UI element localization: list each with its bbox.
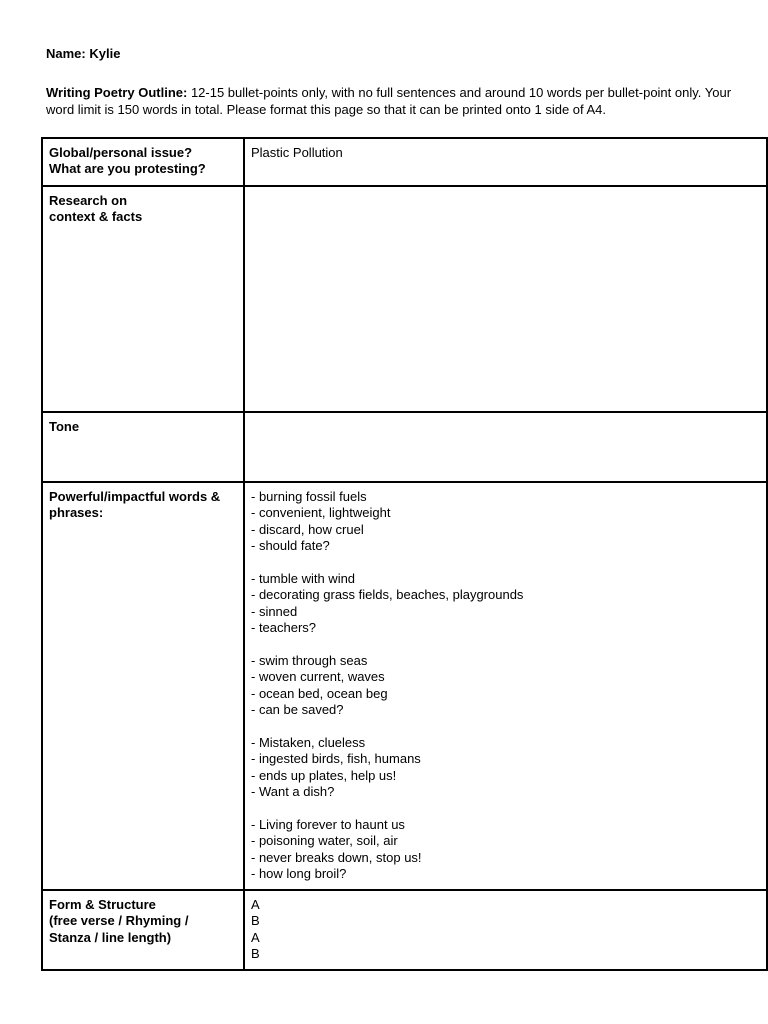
entry-line: - can be saved? <box>251 702 344 718</box>
row-content-research[interactable] <box>244 186 767 412</box>
row-content-issue[interactable] <box>244 138 767 186</box>
row-label-words <box>42 482 244 890</box>
row-label-form <box>42 890 244 970</box>
poetry-outline-table <box>41 137 768 971</box>
entry-line: - never breaks down, stop us! <box>251 849 422 865</box>
table-row-form <box>42 890 767 970</box>
table-row-tone <box>42 412 767 482</box>
entry-group <box>251 817 760 883</box>
entry-group <box>251 489 760 555</box>
instructions-text: 12-15 bullet-points only, with no full sentences and around 10 words per bullet-point only. Your word limit is 150 words in total. Please format this page so that it can be printed onto 1 side of A4. <box>46 85 732 117</box>
row-content-tone[interactable] <box>244 412 767 482</box>
row-content-words[interactable] <box>244 482 767 890</box>
entry-line: - woven current, waves <box>251 669 385 685</box>
entry-group <box>251 145 760 161</box>
row-label-research <box>42 186 244 412</box>
entry-line: - poisoning water, soil, air <box>251 833 398 849</box>
row-label-line: (free verse / Rhyming / <box>49 913 189 929</box>
entry-line: - how long broil? <box>251 866 347 882</box>
entry-line: - sinned <box>251 603 298 619</box>
entry-line: - tumble with wind <box>251 571 356 587</box>
entry-line: - swim through seas <box>251 653 368 669</box>
entry-group <box>251 897 760 963</box>
entry-line: B <box>251 913 260 929</box>
instructions <box>46 84 746 118</box>
entry-line: A <box>251 929 260 945</box>
entry-line: - ends up plates, help us! <box>251 767 397 783</box>
row-label-line: phrases: <box>49 505 104 521</box>
row-label-line: What are you protesting? <box>49 161 206 177</box>
row-label-tone <box>42 412 244 482</box>
entry-line: - convenient, lightweight <box>251 505 391 521</box>
row-label-line: Global/personal issue? <box>49 145 193 160</box>
student-name: Name: Kylie <box>46 46 121 61</box>
table-row-issue <box>42 138 767 186</box>
row-content-form[interactable] <box>244 890 767 970</box>
table-row-research <box>42 186 767 412</box>
row-label-line: context & facts <box>49 209 143 225</box>
row-label-issue <box>42 138 244 186</box>
row-label-line: Powerful/impactful words & <box>49 489 221 504</box>
entry-line: - ingested birds, fish, humans <box>251 751 421 767</box>
entry-group <box>251 571 760 637</box>
entry-line: - Want a dish? <box>251 784 335 800</box>
entry-line: - burning fossil fuels <box>251 489 367 504</box>
entry-line: - should fate? <box>251 538 330 554</box>
entry-line: - ocean bed, ocean beg <box>251 685 388 701</box>
row-label-line: Form & Structure <box>49 896 156 912</box>
entry-line: - Living forever to haunt us <box>251 817 405 833</box>
instructions-title: Writing Poetry Outline: <box>46 85 188 100</box>
row-label-line: Research on <box>49 193 128 208</box>
row-label-line: Tone <box>49 419 80 434</box>
entry-group <box>251 653 760 719</box>
entry-line: - teachers? <box>251 620 317 636</box>
entry-line: - discard, how cruel <box>251 521 364 537</box>
entry-line: - decorating grass fields, beaches, playgrounds <box>251 587 524 603</box>
entry-line: A <box>251 896 260 912</box>
entry-line: B <box>251 945 260 961</box>
table-row-words <box>42 482 767 890</box>
entry-group <box>251 735 760 801</box>
row-label-line: Stanza / line length) <box>49 929 172 945</box>
entry-line: Plastic Pollution <box>251 145 343 160</box>
entry-line: - Mistaken, clueless <box>251 735 366 751</box>
